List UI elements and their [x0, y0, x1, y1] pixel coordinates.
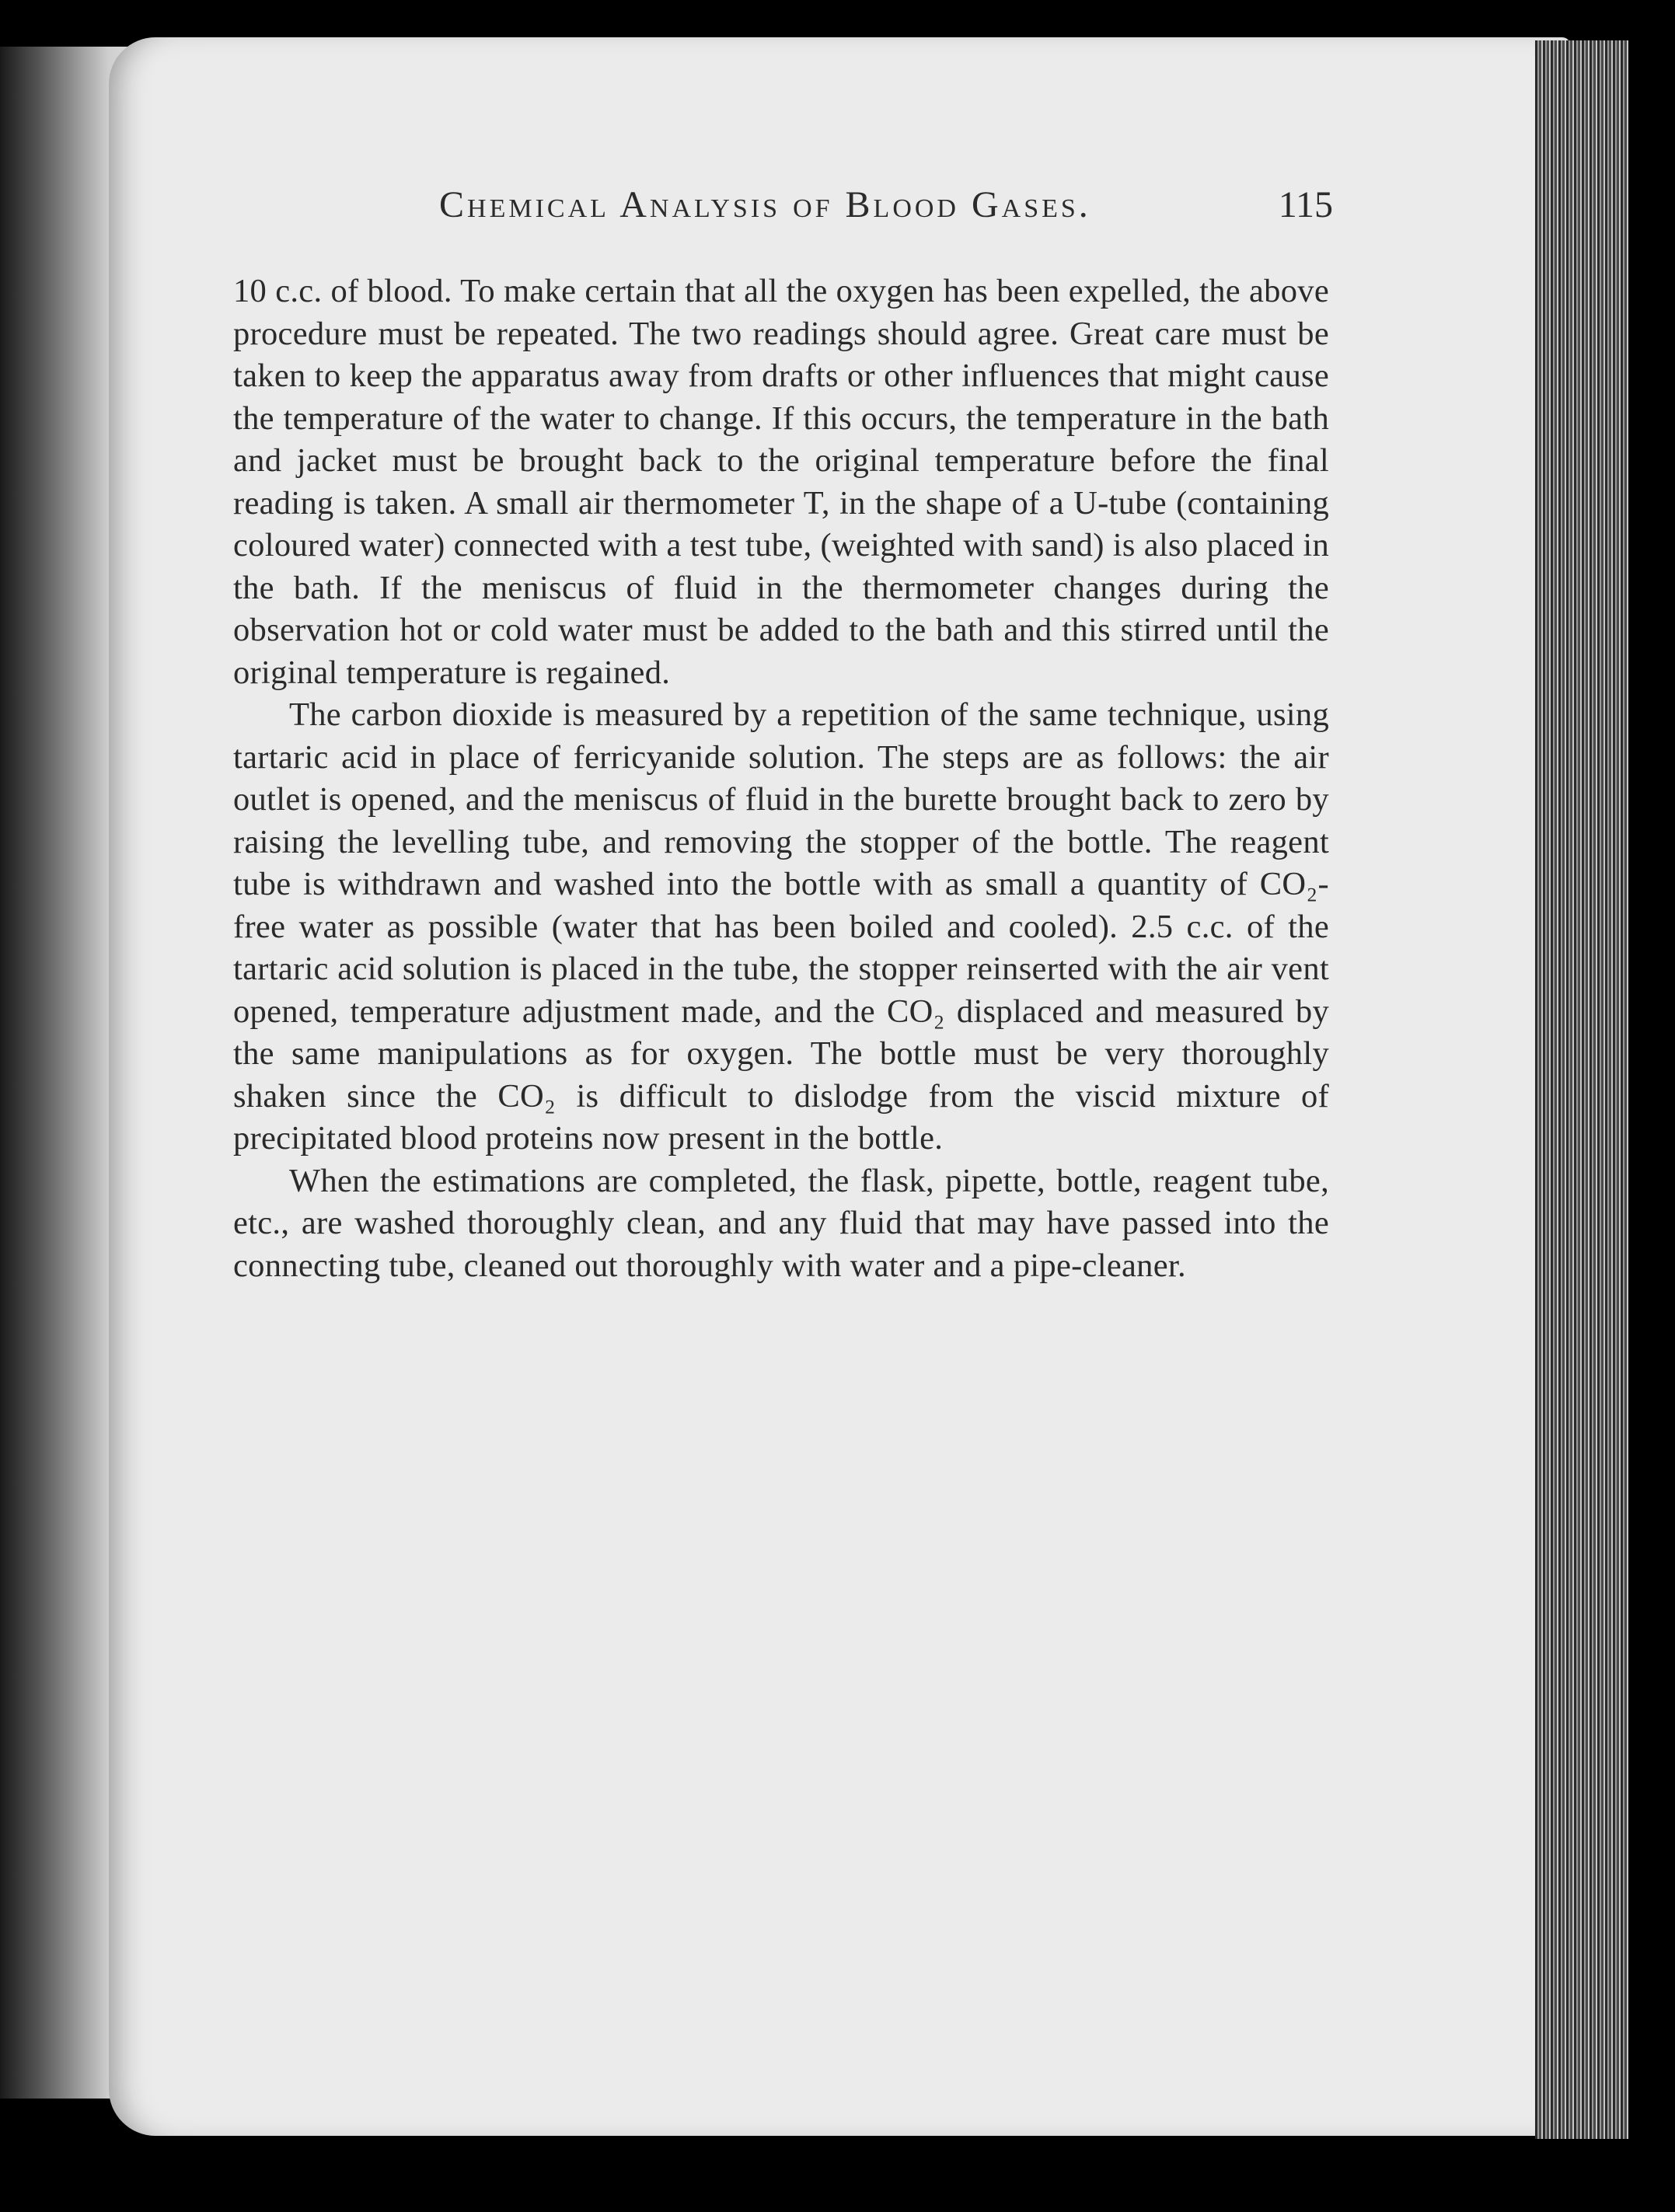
paragraph-cleaning: When the estimations are completed, the flask, pipette, bottle, reagent tube, etc., are washed thoroughly clean, and any fluid that may have passed into the connecting tube, cleaned out thoroughly with water and a pipe-cleaner. [233, 1162, 1329, 1284]
paragraph-carbon-dioxide: The carbon dioxide is measured by a repetition of the same technique, using tartaric acid in place of ferricyanide solution. The steps are as follows: the air outlet is opened, and the meniscus of fluid in the burette brought back to zero by raising the levelling tube, and removing the stopper of the bottle. The reagent tube is withdrawn and washed into the bottle with as small a quantity of CO₂-free water as possible (water that has been boiled and cooled). 2.5 c.c. of the tartaric acid solution is placed in the tube, the stopper reinserted with the air vent opened, temperature adjustment made, and the CO₂ displaced and measured by the same manipulations as for oxygen. The bottle must be very thoroughly shaken since the CO₂ is difficult to dislodge from the viscid mixture of precipitated blood proteins now present in the bottle. [233, 696, 1329, 1157]
page-stack-edge [1535, 40, 1628, 2139]
body-text [233, 270, 1329, 1287]
paragraph-continued: 10 c.c. of blood. To make certain that all the oxygen has been expelled, the above procedure must be repeated. The two readings should agree. Great care must be taken to keep the apparatus away from drafts or other influences that might cause the temperature of the water to change. If this occurs, the temperature in the bath and jacket must be brought back to the original temperature before the final reading is taken. A small air thermometer T, in the shape of a U-tube (containing coloured water) connected with a test tube, (weighted with sand) is also placed in the bath. If the meniscus of fluid in the thermometer changes during the observation hot or cold water must be added to the bath and this stirred until the original temperature is regained. [233, 273, 1329, 691]
running-title: Chemical Analysis of Blood Gases. [439, 184, 1091, 225]
page-number: 115 [1278, 184, 1333, 225]
page-header [439, 183, 1333, 238]
